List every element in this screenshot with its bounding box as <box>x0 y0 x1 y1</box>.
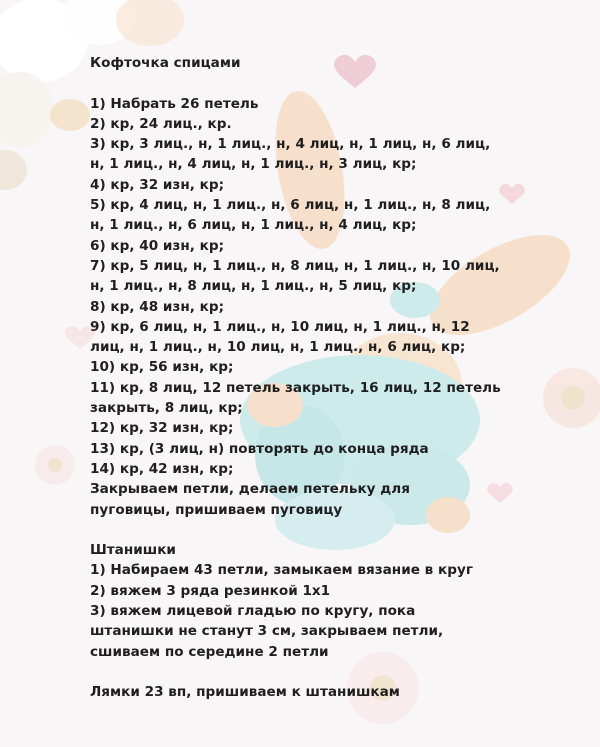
step-line: 3) вяжем лицевой гладью по кругу, пока <box>90 603 416 620</box>
step-line: 5) кр, 4 лиц, н, 1 лиц., н, 6 лиц, н, 1 лиц., н, 8 лиц, <box>90 197 491 214</box>
step-line: Закрываем петли, делаем петельку для <box>90 481 410 498</box>
straps-note: Лямки 23 вп, пришиваем к штанишкам <box>90 684 400 701</box>
step-line: 8) кр, 48 изн, кр; <box>90 298 225 315</box>
step-line: 2) вяжем 3 ряда резинкой 1х1 <box>90 582 331 599</box>
sweater-title: Кофточка спицами <box>90 55 241 71</box>
step-line: 2) кр, 24 лиц., кр. <box>90 115 232 132</box>
step-line: 13) кр, (3 лиц, н) повторять до конца ряда <box>90 440 429 457</box>
step-line: пуговицы, пришиваем пуговицу <box>90 501 343 518</box>
step-line: н, 1 лиц., н, 6 лиц, н, 1 лиц., н, 4 лиц, кр; <box>90 217 417 234</box>
step-line: 9) кр, 6 лиц, н, 1 лиц., н, 10 лиц, н, 1 лиц., н, 12 <box>90 318 470 335</box>
step-line: сшиваем по середине 2 петли <box>90 643 329 660</box>
step-line: 12) кр, 32 изн, кр; <box>90 420 234 437</box>
step-line: 3) кр, 3 лиц., н, 1 лиц., н, 4 лиц, н, 1 лиц, н, 6 лиц, <box>90 136 491 153</box>
step-line: 6) кр, 40 изн, кр; <box>90 237 225 254</box>
step-line: штанишки не станут 3 см, закрываем петли, <box>90 623 444 640</box>
spacer <box>90 73 590 93</box>
spacer <box>90 662 590 682</box>
step-line: н, 1 лиц., н, 8 лиц, н, 1 лиц., н, 5 лиц, кр; <box>90 278 417 295</box>
sweater-steps <box>90 94 590 520</box>
pants-title: Штанишки <box>90 542 176 559</box>
spacer <box>90 520 590 540</box>
step-line: закрыть, 8 лиц, кр; <box>90 400 243 417</box>
step-line: 14) кр, 42 изн, кр; <box>90 460 234 477</box>
step-line: 10) кр, 56 изн, кр; <box>90 359 234 376</box>
pants-steps <box>90 560 590 661</box>
step-line: 1) Набираем 43 петли, замыкаем вязание в круг <box>90 562 473 579</box>
step-line: 1) Набрать 26 петель <box>90 95 259 112</box>
step-line: 11) кр, 8 лиц, 12 петель закрыть, 16 лиц, 12 петель <box>90 379 501 396</box>
step-line: 4) кр, 32 изн, кр; <box>90 176 225 193</box>
step-line: 7) кр, 5 лиц, н, 1 лиц., н, 8 лиц, н, 1 лиц., н, 10 лиц, <box>90 257 500 274</box>
step-line: лиц, н, 1 лиц., н, 10 лиц, н, 1 лиц., н, 6 лиц, кр; <box>90 339 466 356</box>
step-line: н, 1 лиц., н, 4 лиц, н, 1 лиц., н, 3 лиц, кр; <box>90 156 417 173</box>
pattern-text <box>90 53 590 703</box>
